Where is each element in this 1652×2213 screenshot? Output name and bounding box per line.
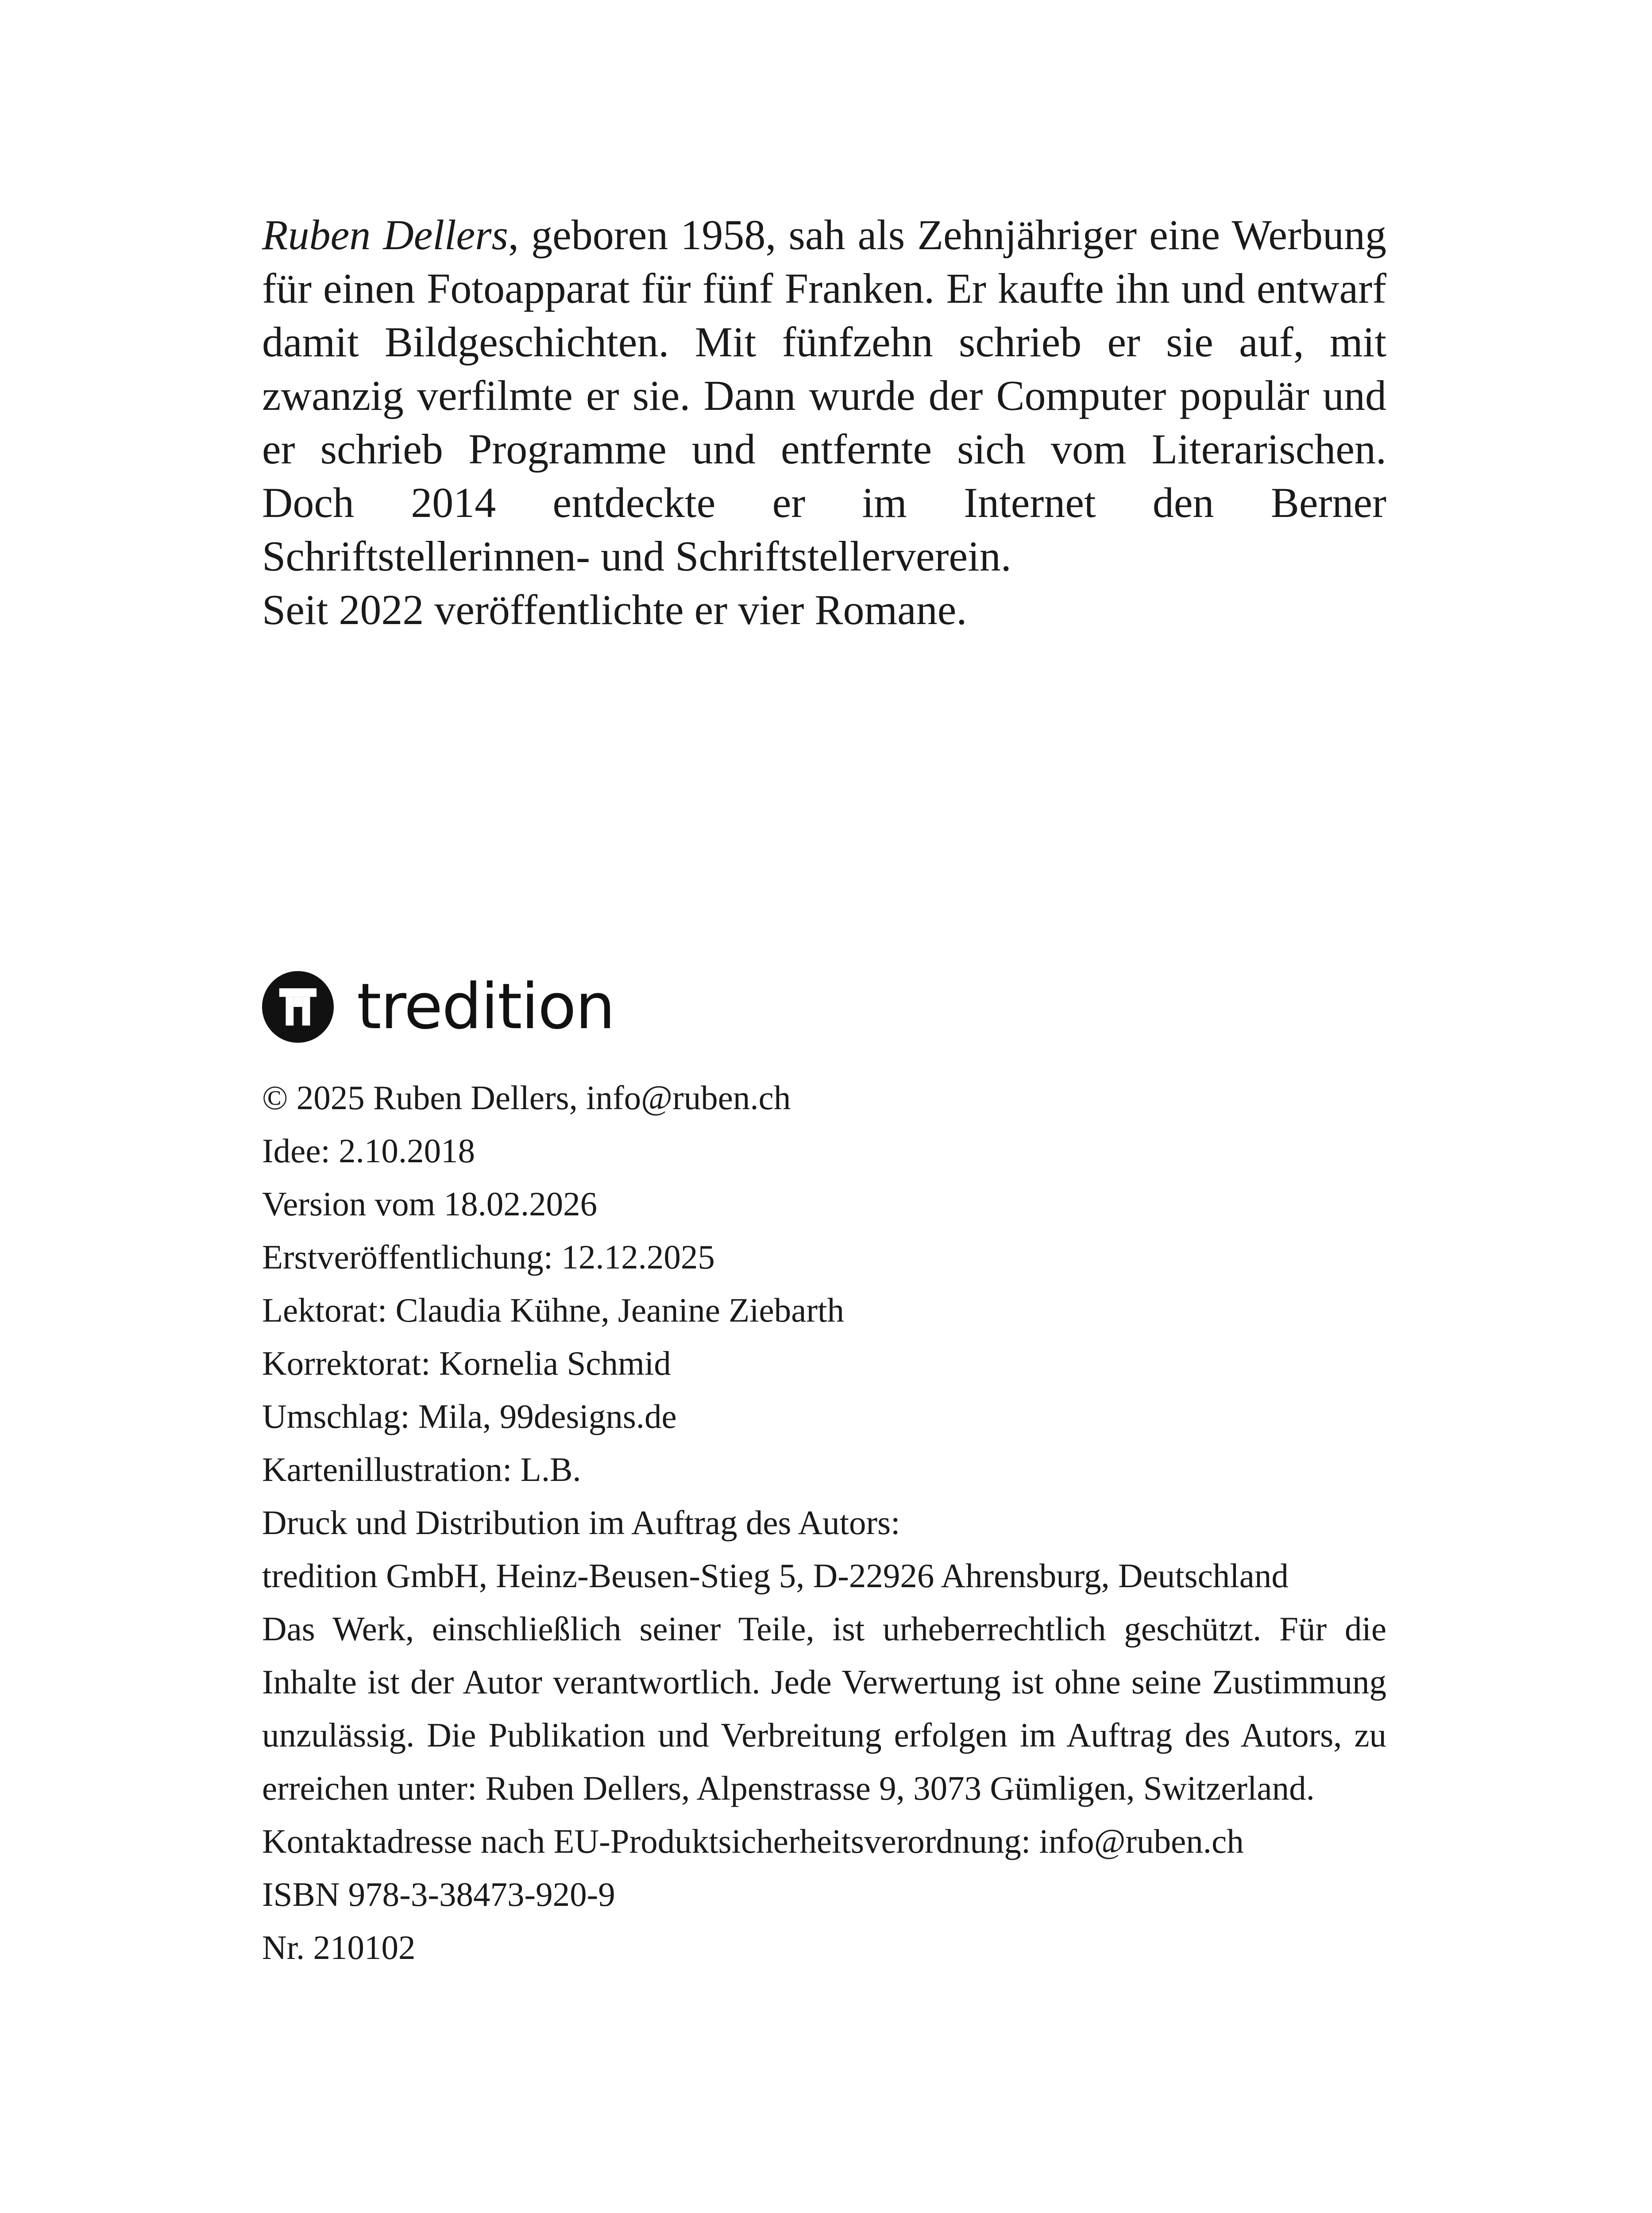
bio-closing-line: Seit 2022 veröffentlichte er vier Romane.	[262, 586, 967, 633]
publisher-logo-text: tredition	[357, 970, 614, 1043]
rights-notice: Das Werk, einschließlich seiner Teile, ist urheberrechtlich geschützt. Für die Inhalte ist der Autor verantwortlich. Jede Verwertung ist ohne seine Zustimmung unzulässig. Die Publikation und Verbreitung erfolgen im Auftrag des Autors, zu erreichen unter: Ruben Dellers, Alpenstrasse 9, 3073 Gümligen, Switzerland.	[262, 1610, 1386, 1807]
map-illustration-credit: Kartenillustration: L.B.	[262, 1450, 581, 1488]
imprint	[262, 1071, 1386, 1974]
version-date: Version vom 18.02.2026	[262, 1185, 598, 1223]
author-name: Ruben Dellers	[262, 211, 508, 258]
tredition-logo-icon	[262, 971, 334, 1043]
bio-text: , geboren 1958, sah als Zehnjähriger eine Werbung für einen Fotoapparat für fünf Franken. Er kaufte ihn und entwarf damit Bildgeschichten. Mit fünfzehn schrieb er sie auf, mit zwanzig verfilmte er sie. Dann wurde der Computer populär und er schrieb Programme und entfernte sich vom Literarischen. Doch 2014 entdeckte er im Internet den Berner Schriftstellerinnen- und Schriftstellerverein.	[262, 211, 1387, 580]
copyright-line: © 2025 Ruben Dellers, info@ruben.ch	[262, 1079, 791, 1117]
proofreading-credit: Korrektorat: Kornelia Schmid	[262, 1344, 671, 1382]
print-number: Nr. 210102	[262, 1928, 416, 1966]
eu-contact-line: Kontaktadresse nach EU-Produktsicherheitsverordnung: info@ruben.ch	[262, 1822, 1244, 1860]
editing-credit: Lektorat: Claudia Kühne, Jeanine Ziebarth	[262, 1291, 844, 1329]
author-bio	[262, 208, 1386, 636]
first-publication-date: Erstveröffentlichung: 12.12.2025	[262, 1238, 715, 1276]
print-distribution-line: Druck und Distribution im Auftrag des Autors:	[262, 1504, 900, 1542]
publisher-address: tredition GmbH, Heinz-Beusen-Stieg 5, D-22926 Ahrensburg, Deutschland	[262, 1557, 1289, 1595]
bio-paragraph	[262, 208, 1386, 583]
cover-credit: Umschlag: Mila, 99designs.de	[262, 1397, 677, 1435]
idea-date: Idee: 2.10.2018	[262, 1132, 475, 1170]
isbn: ISBN 978-3-38473-920-9	[262, 1875, 615, 1913]
publisher-logo	[262, 969, 614, 1045]
